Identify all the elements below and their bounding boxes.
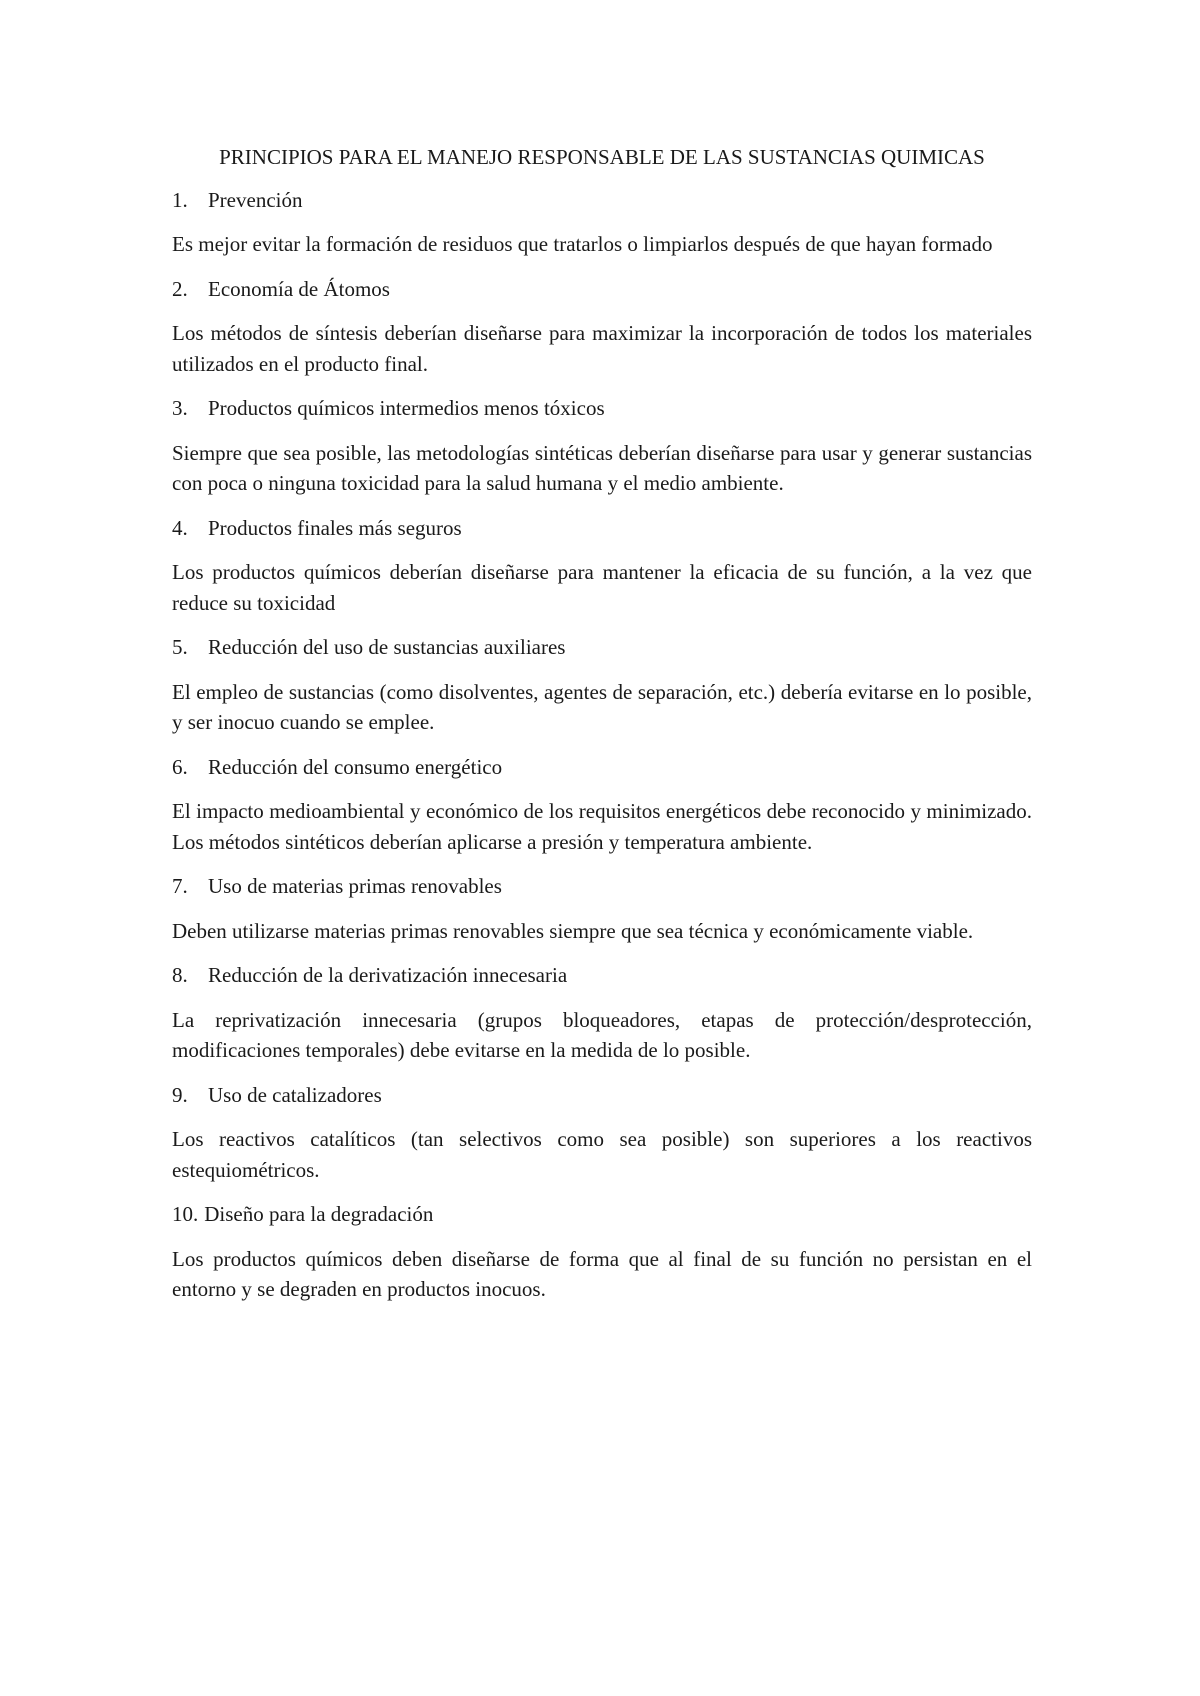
principle-2 [172, 274, 1032, 380]
principle-number: 10. [172, 1202, 199, 1226]
principle-heading [172, 1199, 1032, 1230]
principle-heading [172, 871, 1032, 902]
principle-title: Uso de materias primas renovables [208, 874, 502, 898]
principle-text: El empleo de sustancias (como disolventes, agentes de separación, etc.) debería evitarse en lo posible, y ser inocuo cuando se emplee. [172, 679, 1032, 734]
document-body [172, 142, 1032, 1319]
principle-text: Los productos químicos deberían diseñarse para mantener la eficacia de su función, a la vez que reduce su toxicidad [172, 560, 1032, 615]
principle-1 [172, 185, 1032, 260]
principle-title: Productos químicos intermedios menos tóxicos [208, 396, 605, 420]
principle-title: Diseño para la degradación [204, 1202, 434, 1226]
principle-number: 8. [172, 963, 188, 987]
principle-number: 6. [172, 754, 188, 779]
principle-text: Es mejor evitar la formación de residuos que tratarlos o limpiarlos después de que hayan formado [172, 232, 993, 256]
principle-number: 5. [172, 635, 188, 659]
principle-heading [172, 752, 1032, 783]
principle-number: 9. [172, 1082, 188, 1107]
principle-title: Productos finales más seguros [208, 515, 462, 540]
principle-heading [172, 1080, 1032, 1111]
principle-heading [172, 274, 1032, 305]
principle-text: Los productos químicos deben diseñarse de forma que al final de su función no persistan en el entorno y se degraden en productos inocuos. [172, 1246, 1032, 1301]
principle-text: La reprivatización innecesaria (grupos bloqueadores, etapas de protección/desprotección, modificaciones temporales) debe evitarse en la medida de lo posible. [172, 1007, 1032, 1062]
principle-number: 1. [172, 187, 188, 212]
principle-number: 2. [172, 276, 188, 301]
principle-8 [172, 960, 1032, 1066]
principle-heading [172, 632, 1032, 663]
document-title: PRINCIPIOS PARA EL MANEJO RESPONSABLE DE LAS SUSTANCIAS QUIMICAS [219, 145, 985, 169]
principle-10 [172, 1199, 1032, 1305]
principle-title: Prevención [208, 187, 303, 212]
principle-9 [172, 1080, 1032, 1186]
principle-number: 3. [172, 396, 188, 420]
principle-6 [172, 752, 1032, 858]
principle-text: Siempre que sea posible, las metodologías sintéticas deberían diseñarse para usar y generar sustancias con poca o ninguna toxicidad para la salud humana y el medio ambiente. [172, 440, 1032, 495]
principle-heading [172, 185, 1032, 216]
principle-text: Deben utilizarse materias primas renovables siempre que sea técnica y económicamente viable. [172, 918, 974, 943]
principle-heading [172, 513, 1032, 544]
principle-7 [172, 871, 1032, 946]
principle-title: Reducción del consumo energético [208, 754, 503, 779]
principle-title: Uso de catalizadores [208, 1082, 382, 1107]
principle-4 [172, 513, 1032, 619]
principle-heading [172, 960, 1032, 991]
principle-5 [172, 632, 1032, 738]
principle-3 [172, 393, 1032, 499]
principle-heading [172, 393, 1032, 424]
principle-number: 4. [172, 515, 188, 540]
principle-text: Los reactivos catalíticos (tan selectivos como sea posible) son superiores a los reactivos estequiométricos. [172, 1127, 1032, 1182]
principle-text: El impacto medioambiental y económico de los requisitos energéticos debe reconocido y minimizado. Los métodos sintéticos deberían aplicarse a presión y temperatura ambiente. [172, 799, 1032, 854]
principle-title: Reducción de la derivatización innecesaria [208, 963, 568, 987]
principle-number: 7. [172, 874, 188, 898]
principle-title: Reducción del uso de sustancias auxiliares [208, 635, 566, 659]
principle-text: Los métodos de síntesis deberían diseñarse para maximizar la incorporación de todos los materiales utilizados en el producto final. [172, 321, 1032, 376]
principle-title: Economía de Átomos [208, 276, 390, 301]
